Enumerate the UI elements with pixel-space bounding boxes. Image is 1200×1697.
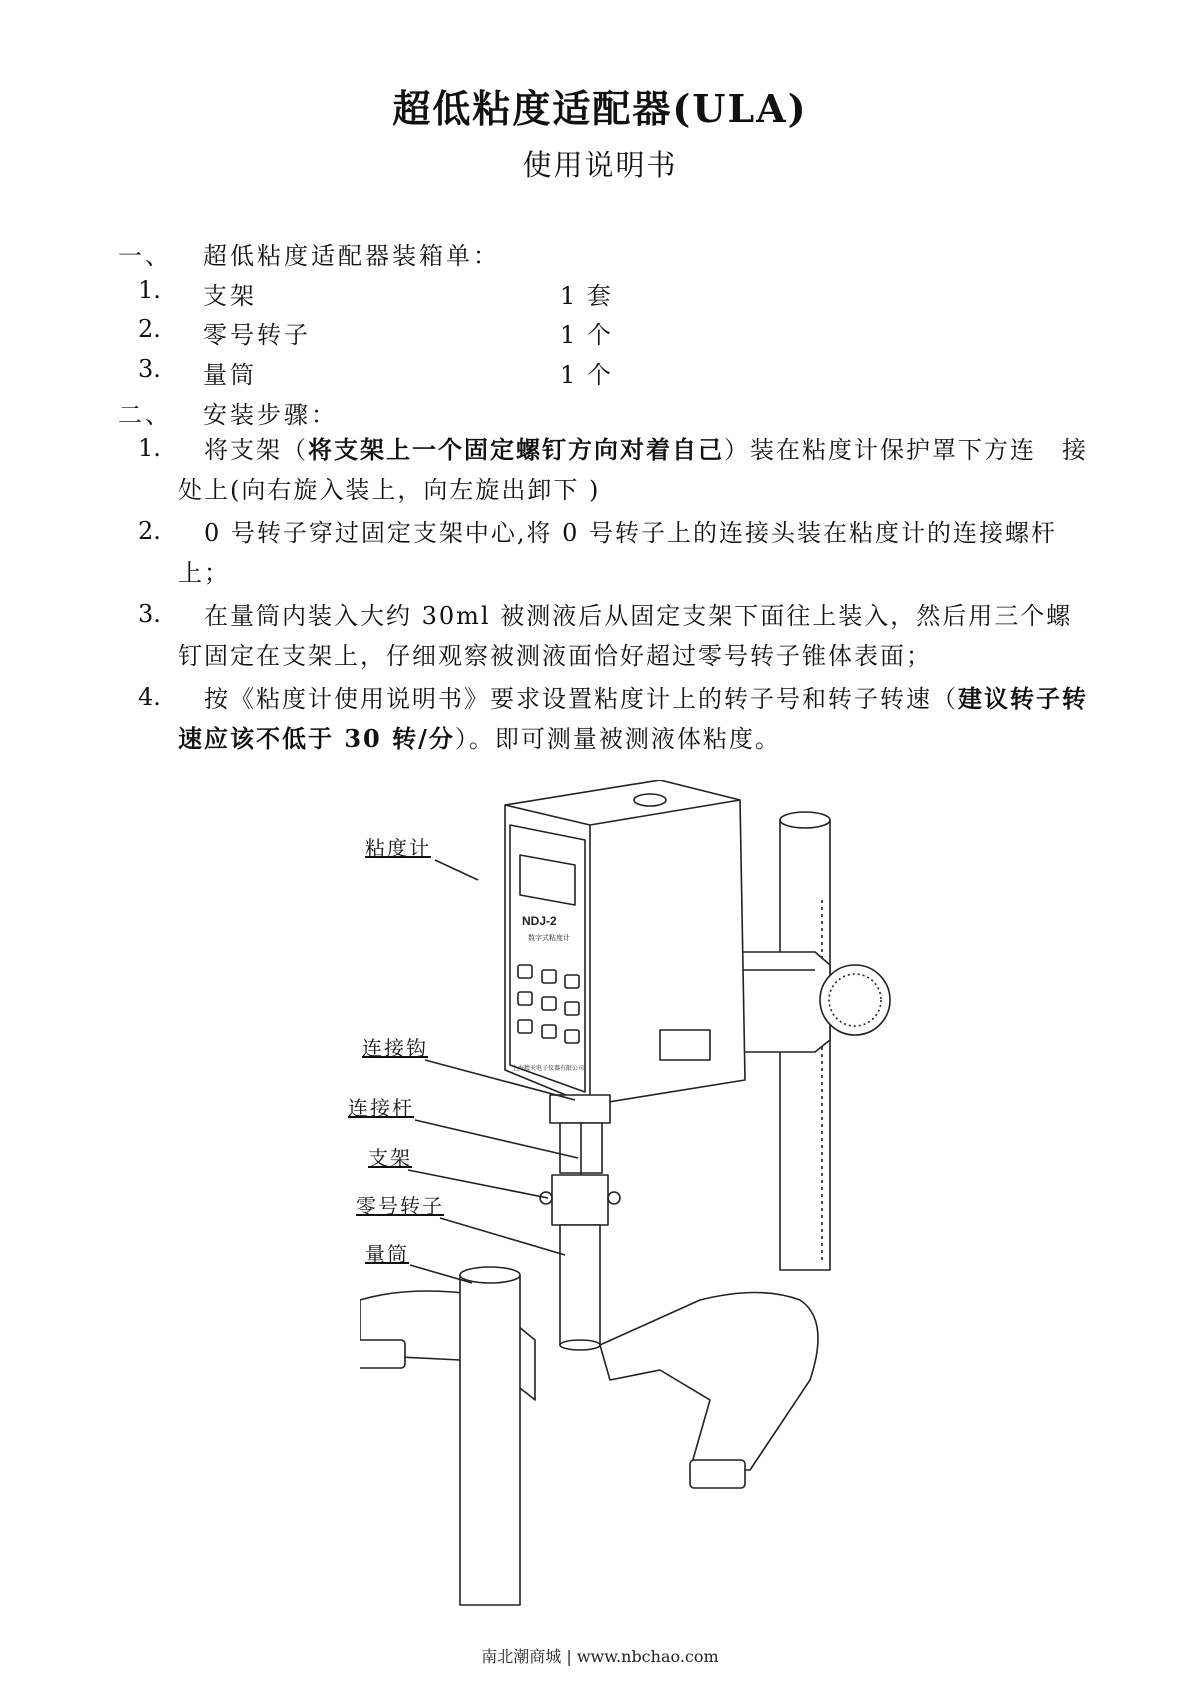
page-subtitle: 使用说明书 bbox=[522, 148, 678, 182]
base-right-arm bbox=[600, 1293, 818, 1471]
label-measuring-cylinder: 量筒 bbox=[365, 1242, 409, 1266]
rotor-cylinder bbox=[560, 1225, 600, 1345]
step-number: 1. bbox=[138, 434, 161, 462]
label-viscometer: 粘度计 bbox=[365, 836, 431, 860]
device-name: 数字式粘度计 bbox=[528, 935, 570, 942]
step-text-emphasis: 建议转子转速应该不低于 30 转/分 bbox=[178, 684, 1088, 753]
label-zero-rotor: 零号转子 bbox=[356, 1194, 444, 1218]
item-number: 3. bbox=[138, 355, 161, 383]
page-title: 超低粘度适配器(ULA) bbox=[392, 86, 808, 131]
step-number: 4. bbox=[138, 683, 161, 711]
clamp-block bbox=[740, 952, 830, 1052]
section2-title: 安装步骤： bbox=[203, 401, 338, 429]
viscometer-drawing bbox=[360, 780, 940, 1610]
step-text bbox=[178, 679, 1090, 759]
item-number: 2. bbox=[138, 315, 161, 343]
bracket-screw bbox=[608, 1192, 620, 1204]
step-text-emphasis: 将支架上一个固定螺钉方向对着自己 bbox=[308, 435, 724, 464]
step-number: 2. bbox=[138, 517, 161, 545]
base-foot bbox=[690, 1460, 745, 1488]
item-quantity: 1 套 bbox=[560, 282, 613, 310]
label-connection-hook: 连接钩 bbox=[362, 1036, 428, 1060]
connection-sleeve bbox=[550, 1095, 610, 1123]
section2-number: 二、 bbox=[118, 401, 172, 429]
viscometer-illustration bbox=[348, 780, 940, 1610]
base-foot bbox=[360, 1340, 405, 1368]
maker-name: 上海精天电子仪器有限公司 bbox=[512, 1066, 585, 1072]
footer-text: 南北潮商城 | www.nbchao.com bbox=[481, 1647, 719, 1666]
item-name: 量筒 bbox=[203, 361, 257, 389]
item-quantity: 1 个 bbox=[560, 361, 613, 389]
section1-title: 超低粘度适配器装箱单： bbox=[203, 242, 500, 270]
base-pillar bbox=[460, 1275, 520, 1605]
bracket bbox=[552, 1175, 608, 1225]
step-text: 0 号转子穿过固定支架中心,将 0 号转子上的连接头装在粘度计的连接螺杆上； bbox=[178, 519, 1058, 587]
step-text: 在量筒内装入大约 30ml 被测液后从固定支架下面往上装入，然后用三个螺钉固定在支架上，仔细观察被测液面恰好超过零号转子锥体表面； bbox=[178, 602, 1073, 670]
cylinder-bottom bbox=[560, 1340, 600, 1350]
item-name: 零号转子 bbox=[203, 321, 311, 349]
step-text-part: ）装在粘度计保护罩下方连 接处上(向右旋入装上，向左旋出卸下 ) bbox=[178, 436, 1088, 504]
leader-line bbox=[435, 860, 478, 880]
device-model: NDJ-2 bbox=[522, 914, 557, 928]
label-connection-rod: 连接杆 bbox=[348, 1096, 414, 1120]
clamp-knob bbox=[820, 965, 890, 1035]
stand-pole-top bbox=[780, 812, 830, 828]
item-number: 1. bbox=[138, 276, 161, 304]
item-quantity: 1 个 bbox=[560, 321, 613, 349]
label-bracket: 支架 bbox=[368, 1146, 412, 1170]
base-pillar-top bbox=[460, 1267, 520, 1283]
leader-line bbox=[440, 1218, 565, 1255]
leader-line bbox=[415, 1120, 578, 1158]
section1-number: 一、 bbox=[118, 242, 172, 270]
step-text-part: ）。即可测量被测液体粘度。 bbox=[454, 725, 781, 753]
step-number: 3. bbox=[138, 600, 161, 628]
step-text-part: 将支架（ bbox=[204, 436, 308, 464]
item-name: 支架 bbox=[203, 282, 257, 310]
step-text-part: 按《粘度计使用说明书》要求设置粘度计上的转子号和转子转速（ bbox=[204, 685, 958, 713]
step-text bbox=[178, 430, 1090, 510]
